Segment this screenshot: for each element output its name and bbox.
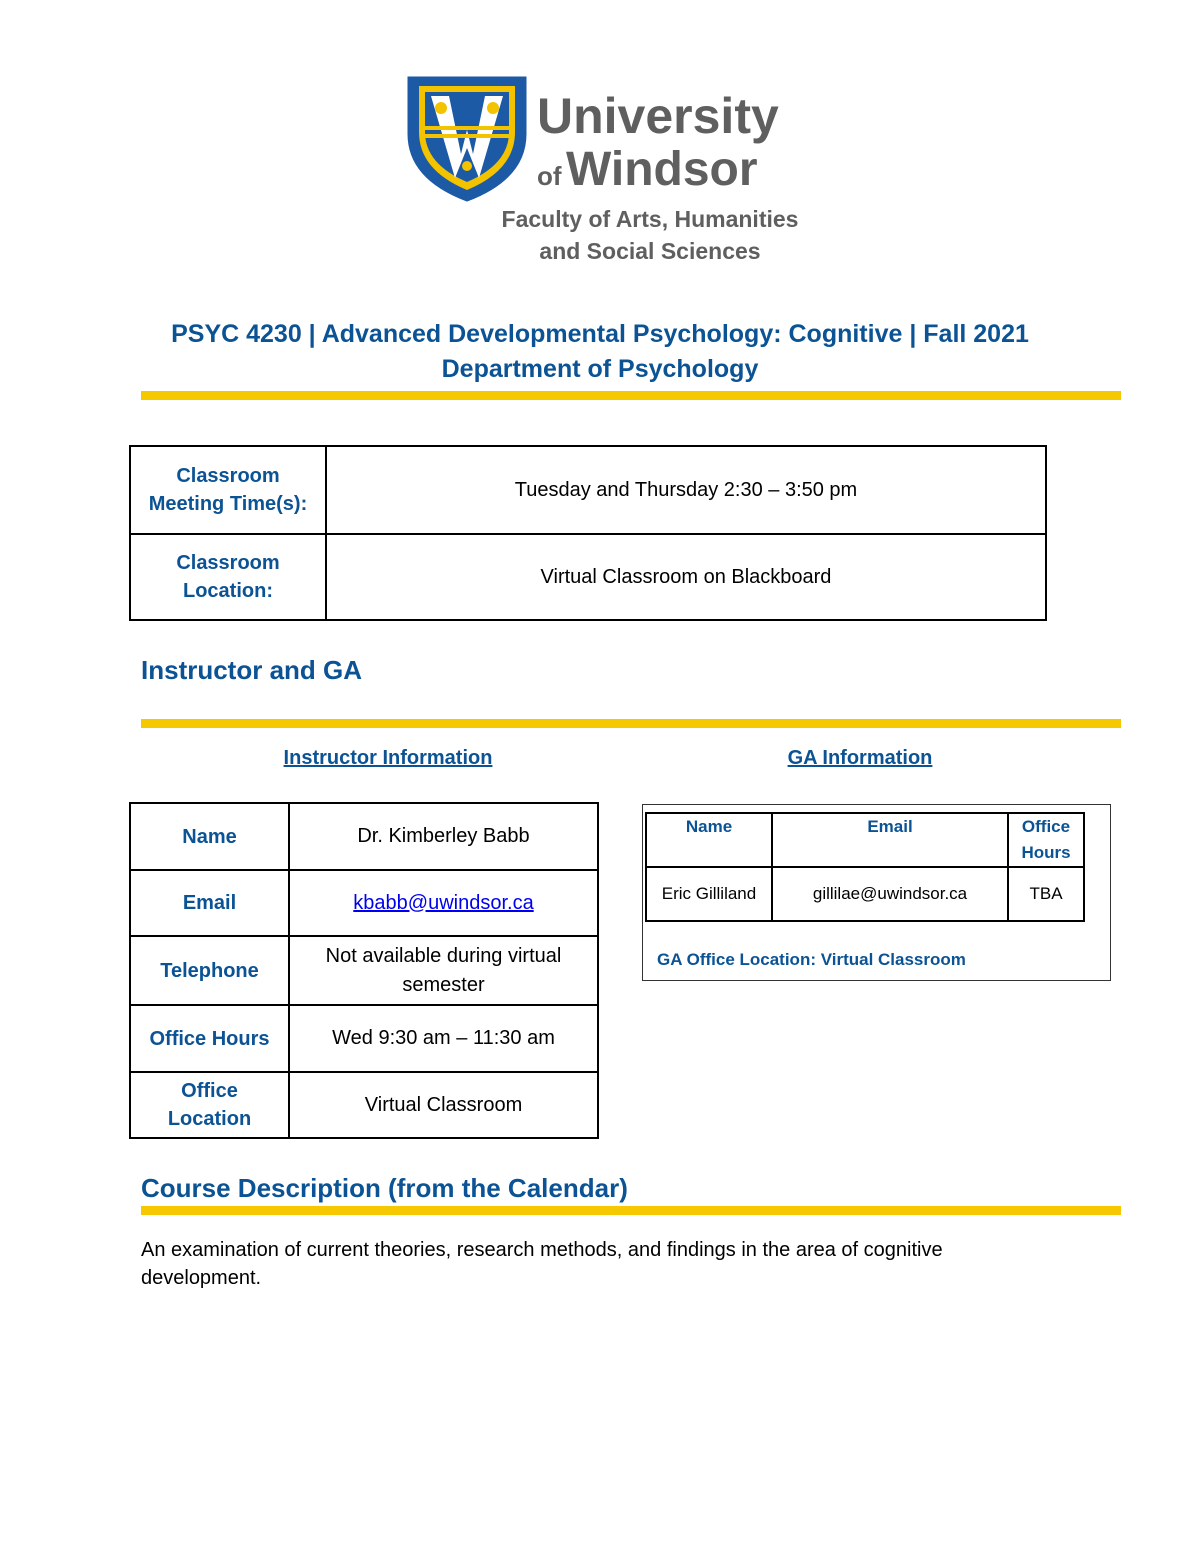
instructor-row — [130, 870, 598, 936]
course-description-text: An examination of current theories, research methods, and findings in the area of cognitive development. — [141, 1239, 943, 1289]
ga-header-email: Email — [772, 813, 1008, 867]
classroom-location-label: Classroom Location: — [130, 534, 326, 620]
instructor-subheading: Instructor Information — [283, 747, 493, 769]
course-title: PSYC 4230 | Advanced Developmental Psychology: Cognitive | Fall 2021 — [171, 320, 1029, 348]
logo-faculty-line2: and Social Sciences — [539, 238, 761, 264]
ga-email-value: gillilae@uwindsor.ca — [772, 867, 1008, 921]
ga-header-name: Name — [646, 813, 772, 867]
ga-table — [645, 812, 1085, 922]
logo-windsor — [537, 142, 758, 209]
logo-university: University — [537, 88, 779, 144]
university-logo — [400, 70, 800, 270]
instructor-row — [130, 1005, 598, 1072]
instructor-office-location-value: Virtual Classroom — [289, 1072, 598, 1138]
instructor-divider — [141, 719, 1121, 728]
instructor-email-link[interactable]: kbabb@uwindsor.ca — [353, 891, 534, 914]
ga-header-row — [646, 813, 1084, 867]
instructor-telephone-value: Not available during virtual semester — [289, 936, 598, 1005]
instructor-row — [130, 1072, 598, 1138]
instructor-row — [130, 803, 598, 870]
description-divider — [141, 1206, 1121, 1215]
instructor-table — [129, 802, 599, 1139]
course-description-heading: Course Description (from the Calendar) — [141, 1173, 628, 1203]
department-title: Department of Psychology — [441, 355, 759, 383]
ga-data-row — [646, 867, 1084, 921]
classroom-row-time — [130, 446, 1046, 534]
instructor-ga-heading: Instructor and GA — [141, 655, 363, 685]
logo-of: of — [537, 161, 562, 191]
instructor-name-label: Name — [130, 803, 289, 870]
instructor-office-location-label: Office Location — [130, 1072, 289, 1138]
instructor-row — [130, 936, 598, 1005]
ga-name-value: Eric Gilliland — [646, 867, 772, 921]
classroom-table — [129, 445, 1047, 621]
classroom-time-value: Tuesday and Thursday 2:30 – 3:50 pm — [326, 446, 1046, 534]
classroom-row-location — [130, 534, 1046, 620]
logo-faculty — [495, 203, 805, 267]
logo-windsor-word: Windsor — [566, 143, 758, 196]
shield-icon — [405, 74, 529, 204]
classroom-location-value: Virtual Classroom on Blackboard — [326, 534, 1046, 620]
instructor-email-label: Email — [130, 870, 289, 936]
instructor-telephone-label: Telephone — [130, 936, 289, 1005]
ga-office-hours-value: TBA — [1008, 867, 1084, 921]
ga-office-location: GA Office Location: Virtual Classroom — [657, 950, 966, 969]
classroom-time-label: Classroom Meeting Time(s): — [130, 446, 326, 534]
ga-header-office-hours: Office Hours — [1008, 813, 1084, 867]
instructor-name-value: Dr. Kimberley Babb — [289, 803, 598, 870]
title-divider — [141, 391, 1121, 400]
instructor-office-hours-value: Wed 9:30 am – 11:30 am — [289, 1005, 598, 1072]
instructor-office-hours-label: Office Hours — [130, 1005, 289, 1072]
ga-subheading: GA Information — [787, 747, 933, 769]
logo-faculty-line1: Faculty of Arts, Humanities — [501, 206, 799, 232]
